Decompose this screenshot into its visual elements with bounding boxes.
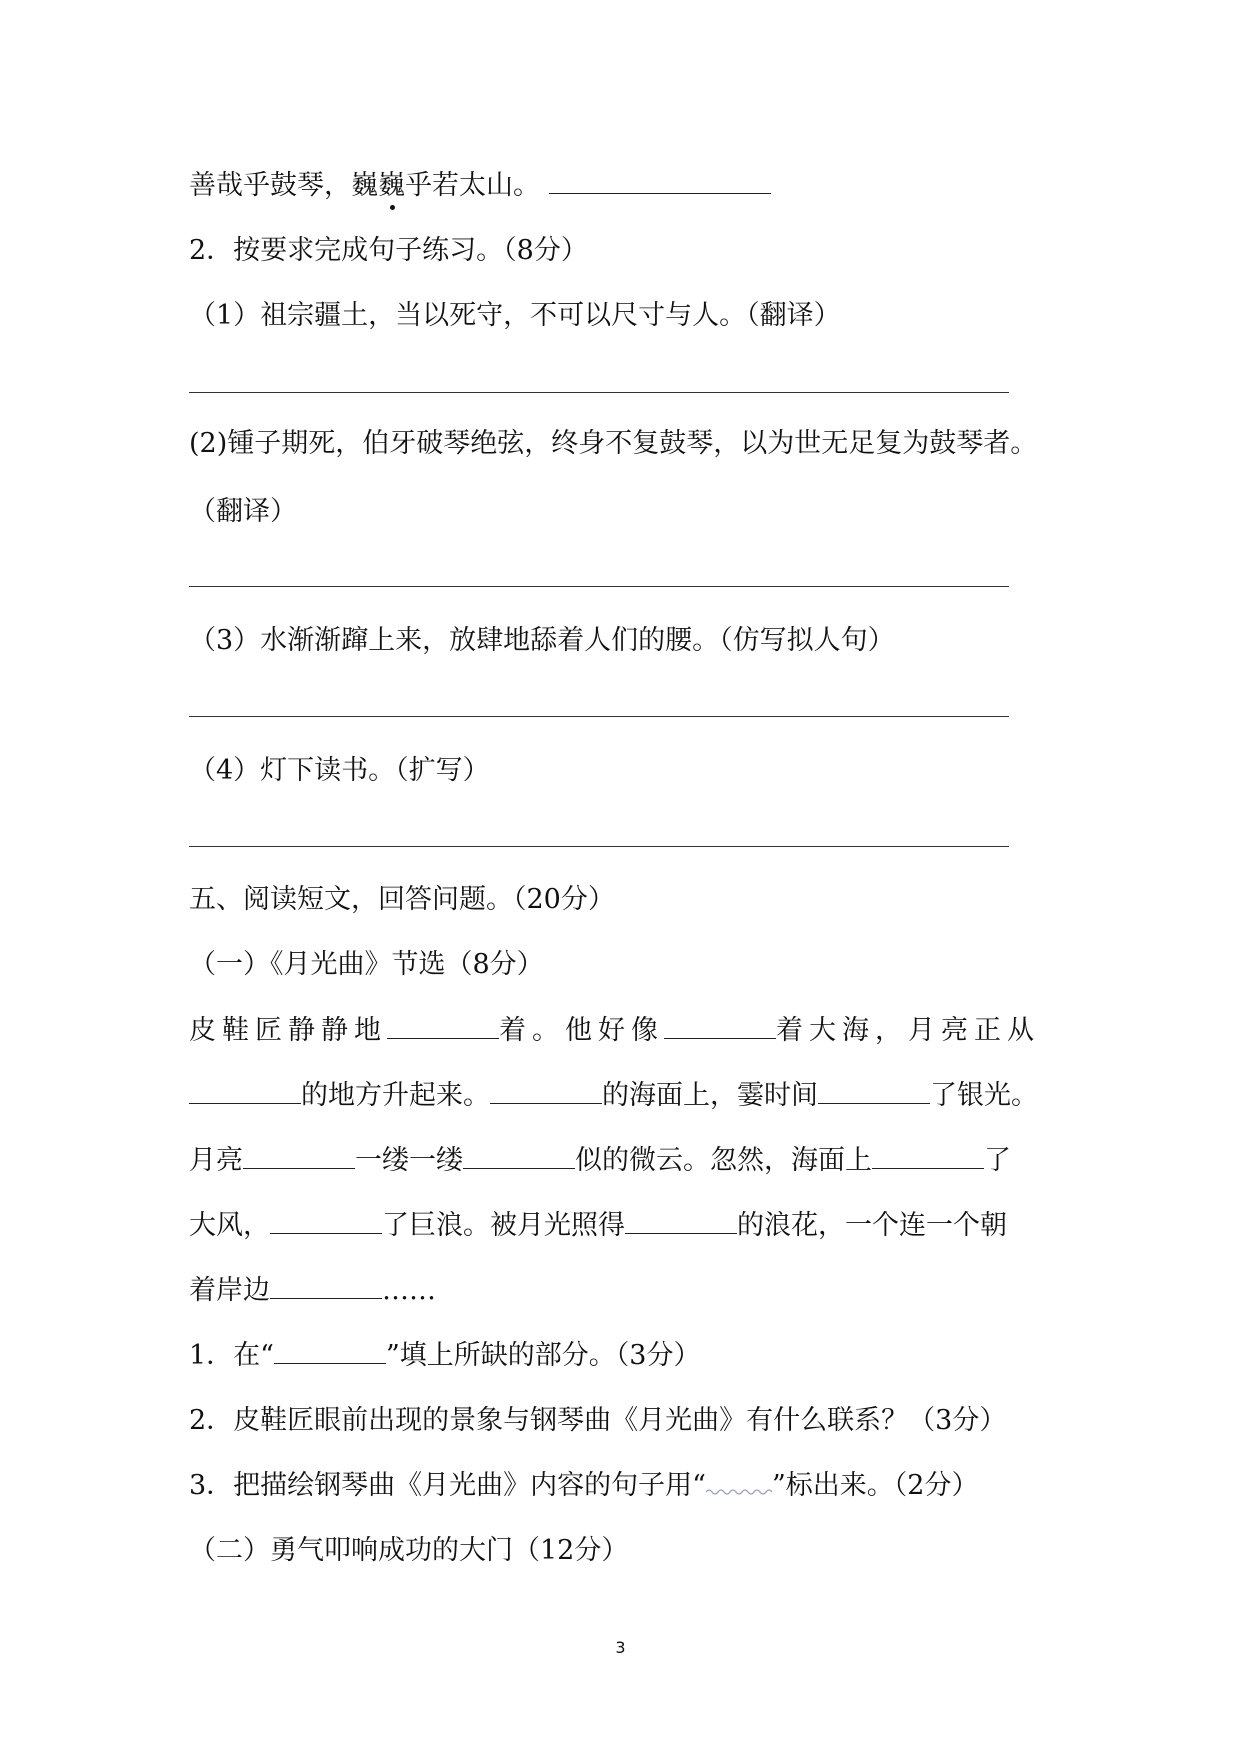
question-2-1: （1）祖宗疆土，当以死守，不可以尺寸与人。（翻译） [189, 300, 841, 331]
line-poem: 善哉乎鼓琴，巍巍 乎若太山。 [189, 168, 771, 204]
question-2-2: (2)锺子期死，伯牙破琴绝弦，终身不复鼓琴，以为世无足复为鼓琴者。 [189, 428, 1038, 459]
emphasis-dot-char: 巍 [378, 168, 405, 204]
part-2-heading: （二）勇气叩响成功的大门（12分） [189, 1535, 629, 1566]
page-number: 3 [615, 1638, 626, 1657]
reading-question-3: 3．把描绘钢琴曲《月光曲》内容的句子用“ ”标出来。（2分） [189, 1470, 979, 1501]
question-2-2-instruction: （翻译） [189, 496, 297, 527]
answer-blank[interactable] [664, 1014, 776, 1039]
answer-line-1[interactable] [189, 392, 1009, 393]
part-1-heading: （一）《月光曲》节选（8分） [189, 949, 544, 980]
answer-blank[interactable] [549, 169, 771, 194]
answer-blank-sample [274, 1339, 386, 1364]
answer-blank[interactable] [189, 1079, 301, 1104]
question-2-3: （3）水渐渐蹿上来，放肆地舔着人们的腰。（仿写拟人句） [189, 625, 895, 656]
question-2-heading: 2．按要求完成句子练习。（8分） [189, 235, 588, 266]
answer-blank[interactable] [243, 1144, 355, 1169]
answer-line-4[interactable] [189, 846, 1009, 847]
answer-blank[interactable] [270, 1274, 382, 1299]
answer-blank[interactable] [463, 1144, 575, 1169]
wavy-underline-icon [706, 1470, 772, 1494]
answer-blank[interactable] [872, 1144, 984, 1169]
passage-line-5: 着岸边 …… [189, 1275, 436, 1306]
answer-blank[interactable] [818, 1079, 930, 1104]
answer-blank[interactable] [490, 1079, 602, 1104]
answer-blank[interactable] [625, 1209, 737, 1234]
reading-question-1: 1．在“ ”填上所缺的部分。（3分） [189, 1340, 701, 1371]
question-2-4: （4）灯下读书。（扩写） [189, 755, 490, 786]
section-5-heading: 五、阅读短文，回答问题。（20分） [189, 884, 615, 915]
passage-line-4: 大风， 了巨浪。被月光照得 的浪花，一个连一个朝 [189, 1210, 1007, 1241]
answer-blank[interactable] [387, 1014, 499, 1039]
passage-line-2: 的地方升起来。 的海面上，霎时间 了银光。 [189, 1078, 1038, 1114]
answer-line-2[interactable] [189, 586, 1009, 587]
passage-line-1: 皮鞋匠静静地 着。他好像 着大海，月亮正从 [189, 1015, 1040, 1046]
reading-question-2: 2．皮鞋匠眼前出现的景象与钢琴曲《月光曲》有什么联系？（3分） [189, 1405, 1007, 1436]
answer-blank[interactable] [270, 1209, 382, 1234]
passage-line-3: 月亮 一缕一缕 似的微云。忽然，海面上 了 [189, 1145, 1011, 1176]
answer-line-3[interactable] [189, 716, 1009, 717]
